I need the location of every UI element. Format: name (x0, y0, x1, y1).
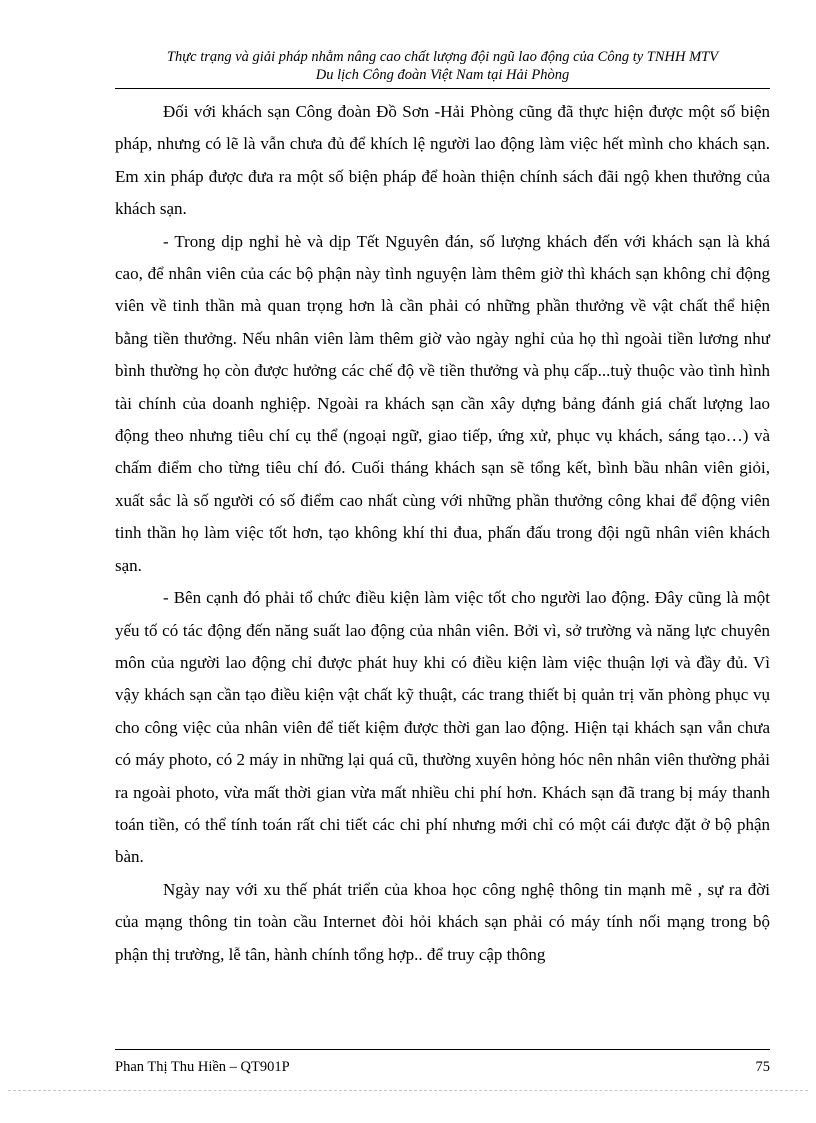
body-text (115, 96, 770, 971)
footer-author: Phan Thị Thu Hiền – QT901P (115, 1059, 290, 1075)
paragraph: Ngày nay với xu thế phát triển của khoa học công nghệ thông tin mạnh mẽ , sự ra đời của mạng thông tin toàn cầu Internet đòi hỏi khách sạn phải có máy tính nối mạng trong bộ phận thị trường, lễ tân, hành chính tổng hợp.. để truy cập thông (115, 879, 770, 964)
paragraph: - Trong dịp nghỉ hè và dịp Tết Nguyên đán, số lượng khách đến với khách sạn là khá cao, để nhân viên của các bộ phận này tình nguyện làm thêm giờ thì khách sạn không chỉ động viên về tinh thần mà quan trọng hơn là cần phải có những phần thưởng về vật chất thể hiện bằng tiền thưởng. Nếu nhân viên làm thêm giờ vào ngày nghỉ của họ thì ngoài tiền lương như bình thường họ còn được hưởng các chế độ về tiền thưởng và phụ cấp...tuỳ thuộc vào tình hình tài chính của doanh nghiệp. Ngoài ra khách sạn cần xây dựng bảng đánh giá chất lượng lao động theo nhưng tiêu chí cụ thể (ngoại ngữ, giao tiếp, ứng xử, phục vụ khách, sáng tạo…) và chấm điểm cho từng tiêu chí đó. Cuối tháng khách sạn sẽ tổng kết, bình bầu nhân viên giỏi, xuất sắc là số người có số điểm cao nhất cùng với những phần thưởng công khai để động viên tinh thần họ làm việc tốt hơn, tạo không khí thi đua, phấn đấu trong đội ngũ nhân viên khách sạn. (115, 231, 770, 575)
page-number: 75 (755, 1059, 770, 1075)
paragraph: Đối với khách sạn Công đoàn Đồ Sơn -Hải Phòng cũng đã thực hiện được một số biện pháp, nhưng có lẽ là vẫn chưa đủ để khích lệ người lao động làm việc hết mình cho khách sạn. Em xin pháp được đưa ra một số biện pháp để hoàn thiện chính sách đãi ngộ khen thưởng của khách sạn. (115, 102, 770, 219)
paragraph: - Bên cạnh đó phải tổ chức điều kiện làm việc tốt cho người lao động. Đây cũng là một yếu tố có tác động đến năng suất lao động của nhân viên. Bởi vì, sở trường và năng lực chuyên môn của người lao động chỉ được phát huy khi có điều kiện làm việc thuận lợi và đầy đủ. Vì vậy khách sạn cần tạo điều kiện vật chất kỹ thuật, các trang thiết bị quản trị văn phòng phục vụ cho công việc của nhân viên để tiết kiệm được thời gan lao động. Hiện tại khách sạn vẫn chưa có máy photo, có 2 máy in những lại quá cũ, thường xuyên hỏng hóc nên nhân viên thường phải ra ngoài photo, vừa mất thời gian vừa mất nhiều chi phí hơn. Khách sạn đã trang bị máy thanh toán tiền, có thể tính toán rất chi tiết các chi phí nhưng mới chỉ có một cái được đặt ở bộ phận bàn. (115, 588, 770, 867)
footer-divider (115, 1049, 770, 1050)
header-divider (115, 88, 770, 89)
running-header-line-2: Du lịch Công đoàn Việt Nam tại Hải Phòng (315, 67, 570, 83)
running-header (115, 48, 770, 84)
running-header-line-1: Thực trạng và giải pháp nhằm nâng cao chất lượng đội ngũ lao động của Công ty TNHH MTV (166, 49, 719, 65)
page-edge-divider (8, 1090, 808, 1091)
